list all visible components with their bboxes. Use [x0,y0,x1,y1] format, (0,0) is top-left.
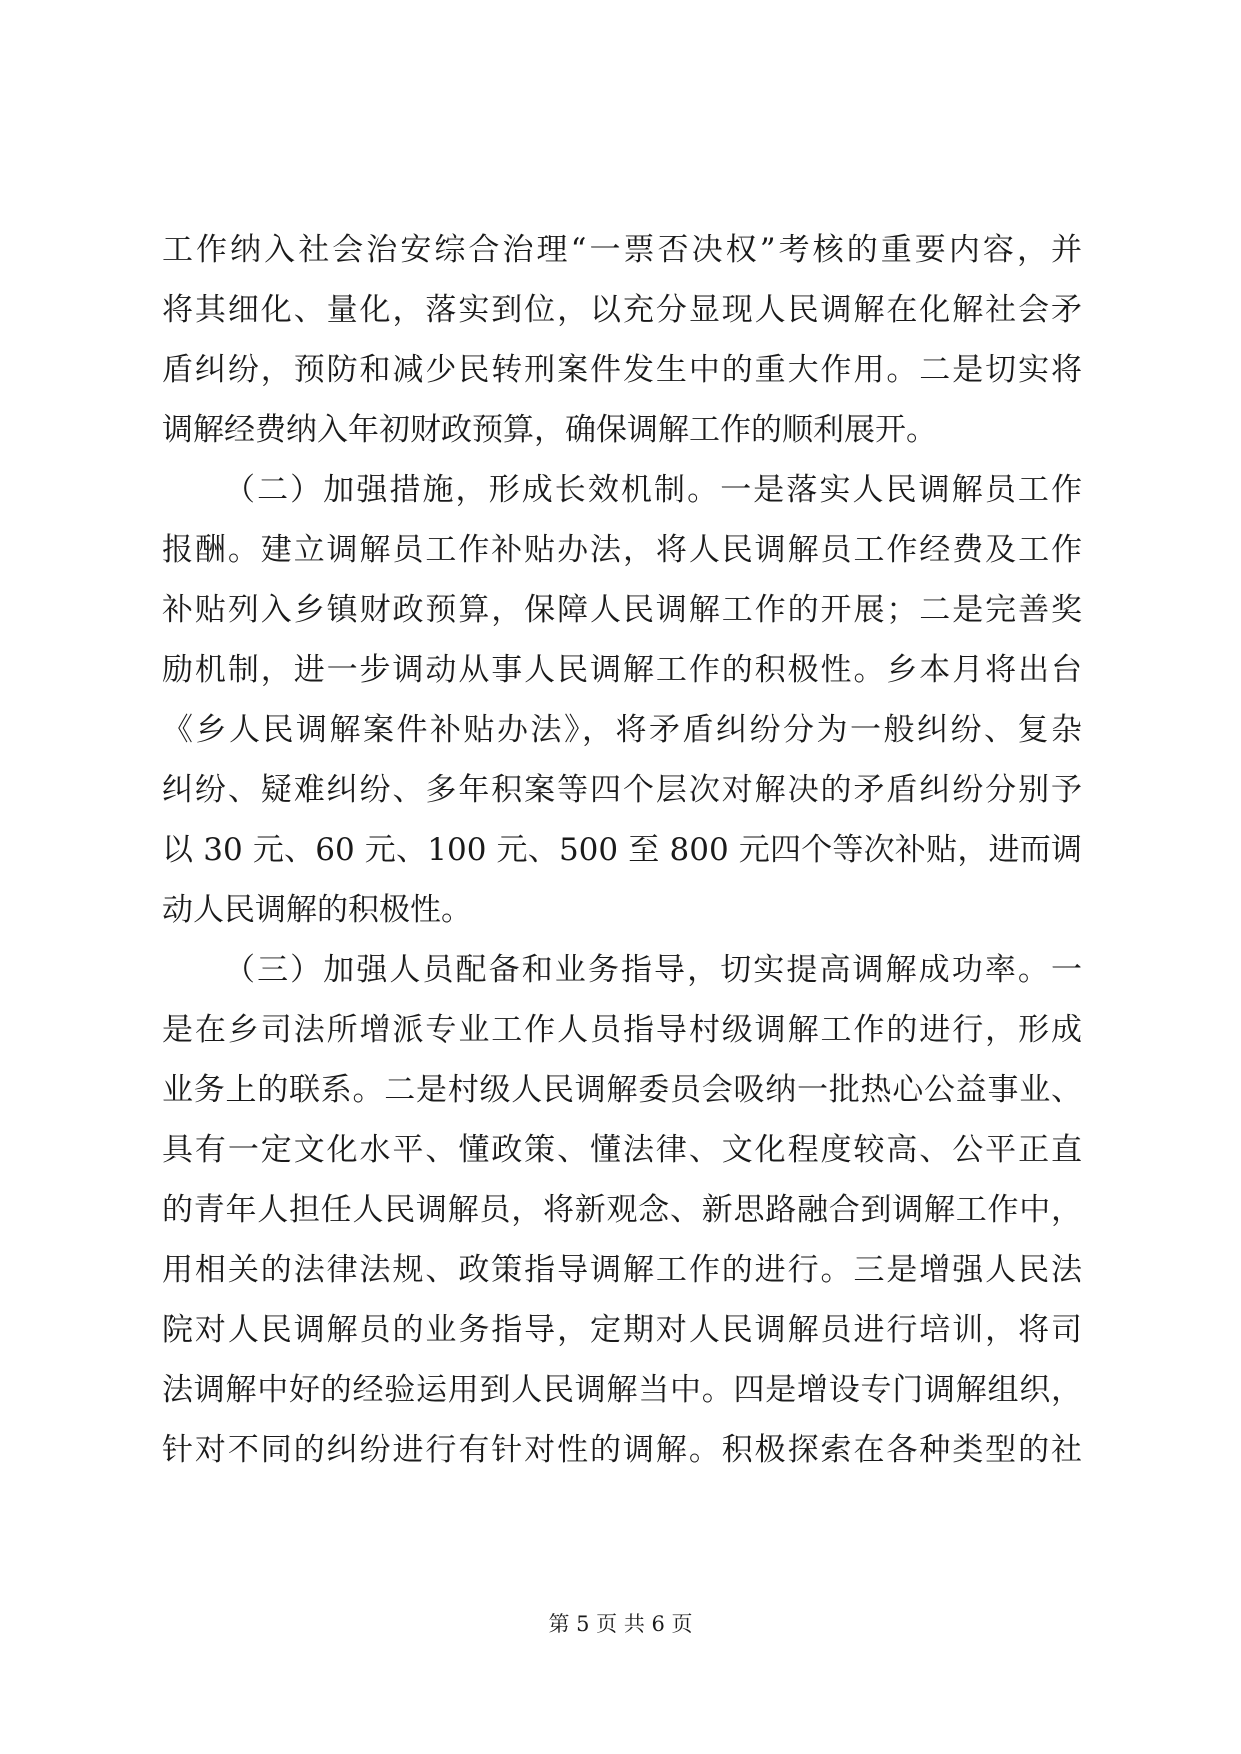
text-line: 针对不同的纠纷进行有针对性的调解。积极探索在各种类型的社 [162,1432,1082,1468]
text-line: 纠纷、疑难纠纷、多年积案等四个层次对解决的矛盾纠纷分别予 [162,772,1082,808]
text-line: 报酬。建立调解员工作补贴办法，将人民调解员工作经费及工作 [162,532,1082,568]
text-line: 盾纠纷，预防和减少民转刑案件发生中的重大作用。二是切实将 [162,352,1082,388]
body-text [162,220,1082,1480]
text-line: 法调解中好的经验运用到人民调解当中。四是增设专门调解组织， [162,1372,1082,1408]
section-heading-line: （三）加强人员配备和业务指导，切实提高调解成功率。一 [224,952,1082,988]
text-line: 励机制，进一步调动从事人民调解工作的积极性。乡本月将出台 [162,652,1082,688]
text-line: 将其细化、量化，落实到位，以充分显现人民调解在化解社会矛 [162,292,1082,328]
text-line: 是在乡司法所增派专业工作人员指导村级调解工作的进行，形成 [162,1012,1082,1048]
text-line: 工作纳入社会治安综合治理“一票否决权”考核的重要内容，并 [162,232,1082,268]
text-line: 补贴列入乡镇财政预算，保障人民调解工作的开展；二是完善奖 [162,592,1082,628]
text-line: 具有一定文化水平、懂政策、懂法律、文化程度较高、公平正直 [162,1132,1082,1168]
text-line: 的青年人担任人民调解员，将新观念、新思路融合到调解工作中， [162,1192,1082,1228]
text-line: 院对人民调解员的业务指导，定期对人民调解员进行培训，将司 [162,1312,1082,1348]
section-heading-line: （二）加强措施，形成长效机制。一是落实人民调解员工作 [224,472,1082,508]
text-line: 以 30 元、60 元、100 元、500 至 800 元四个等次补贴，进而调 [162,832,1082,868]
text-line: 《乡人民调解案件补贴办法》，将矛盾纠纷分为一般纠纷、复杂 [162,712,1082,748]
text-line: 动人民调解的积极性。 [162,892,472,928]
text-line: 用相关的法律法规、政策指导调解工作的进行。三是增强人民法 [162,1252,1082,1288]
text-line: 调解经费纳入年初财政预算，确保调解工作的顺利展开。 [162,412,937,448]
page-footer: 第 5 页 共 6 页 [548,1612,693,1636]
text-line: 业务上的联系。二是村级人民调解委员会吸纳一批热心公益事业、 [162,1072,1082,1108]
